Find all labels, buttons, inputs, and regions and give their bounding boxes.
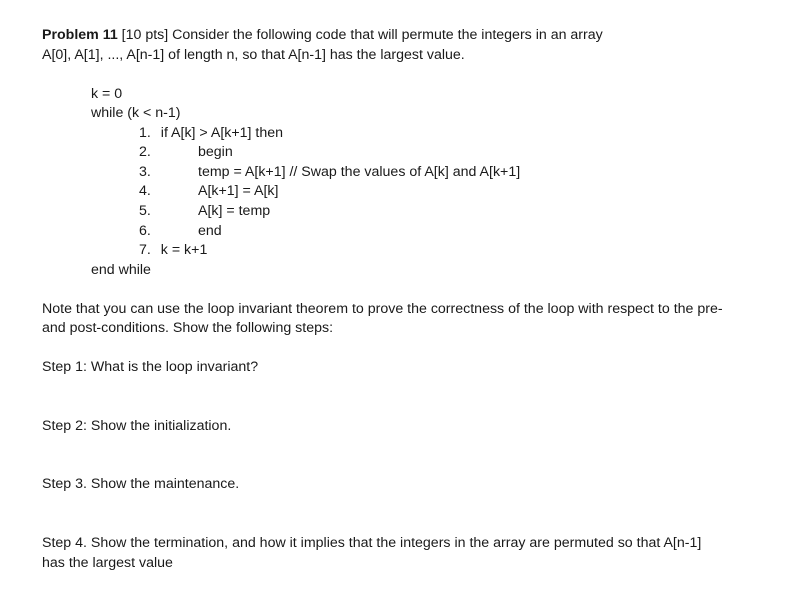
code-line-number: 5. (139, 203, 151, 219)
code-line-text: k = k+1 (160, 242, 208, 258)
code-line-number: 4. (139, 183, 151, 199)
step-1: Step 1: What is the loop invariant? (42, 359, 259, 375)
code-line-1 (139, 124, 283, 143)
code-line-5 (139, 202, 539, 221)
code-line-text: temp = A[k+1] // Swap the values of A[k] and A[k+1] (198, 164, 521, 180)
code-line-number: 2. (139, 144, 151, 160)
code-line-text: if A[k] > A[k+1] then (160, 125, 284, 141)
code-end-while: end while (91, 262, 151, 278)
note-line1: Note that you can use the loop invariant theorem to prove the correctness of the loop with respect to the pre- (42, 301, 723, 317)
code-line-2 (139, 143, 539, 162)
code-line-text: A[k] = temp (198, 203, 271, 219)
code-line-number: 3. (139, 164, 151, 180)
code-line-number: 6. (139, 223, 151, 239)
code-line-number: 1. (139, 125, 151, 141)
step-3: Step 3. Show the maintenance. (42, 476, 240, 492)
code-line-text: end (198, 223, 222, 239)
problem-intro-text: Consider the following code that will permute the integers in an array (172, 27, 603, 43)
step-4-line2: has the largest value (42, 555, 173, 571)
problem-intro-line2: A[0], A[1], ..., A[n-1] of length n, so that A[n-1] has the largest value. (42, 47, 465, 63)
code-line-text: A[k+1] = A[k] (198, 183, 279, 199)
problem-title: Problem 11 (42, 27, 118, 43)
code-while-header: while (k < n-1) (91, 105, 181, 121)
problem-intro-line1 (42, 26, 603, 45)
problem-points: [10 pts] (121, 27, 169, 43)
code-line-6 (139, 222, 539, 241)
step-2: Step 2: Show the initialization. (42, 418, 232, 434)
code-line-4 (139, 182, 539, 201)
step-4-line1: Step 4. Show the termination, and how it implies that the integers in the array are permuted so that A[n-1] (42, 535, 702, 551)
code-init: k = 0 (91, 86, 123, 102)
code-line-number: 7. (139, 242, 151, 258)
code-line-7 (139, 241, 207, 260)
code-line-text: begin (198, 144, 233, 160)
note-line2: and post-conditions. Show the following steps: (42, 320, 334, 336)
code-line-3 (139, 163, 639, 182)
